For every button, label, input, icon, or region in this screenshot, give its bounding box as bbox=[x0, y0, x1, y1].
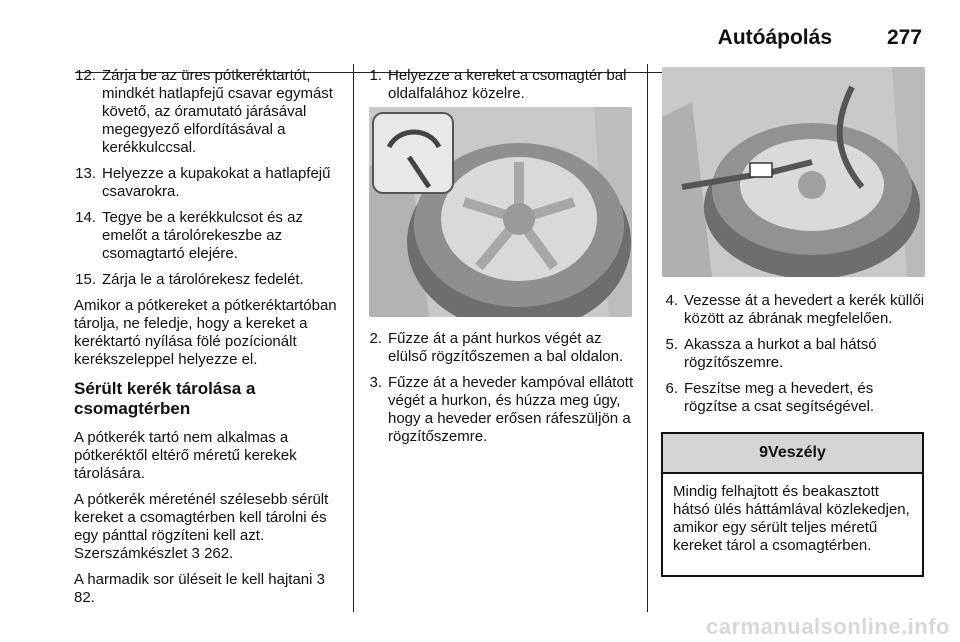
list-item: 2. Fűzze át a pánt hurkos végét az elülső rögzítőszemen a bal oldalon. bbox=[369, 330, 624, 365]
column-1 bbox=[74, 67, 340, 615]
subsection-heading: Sérült kerék tárolása a csomagtérben bbox=[74, 379, 256, 418]
page-ref[interactable]: 262. bbox=[204, 545, 234, 562]
list-item: 1. Helyezze a kereket a csomagtér bal oldalfalához közelre. bbox=[369, 67, 627, 102]
list-item: 14. Tegye be a kerékkulcsot és az emelőt a tárolórekeszbe az csomagtartó elejére. bbox=[75, 209, 303, 262]
column-divider-1 bbox=[353, 64, 354, 612]
paragraph: A pótkerék méreténél szélesebb sérült kereket a csomagtérben kell tárolni és egy pánttal rögzíteni kell azt. Szerszámkészlet 3 262. bbox=[74, 491, 329, 562]
paragraph: Amikor a pótkereket a pótkeréktartóban tárolja, ne feledje, hogy a kereket a keréktartó nyílása fölé pozícionált kerékszeleppel helyezze el. bbox=[74, 297, 337, 368]
spare-wheel-illustration-1 bbox=[369, 107, 632, 317]
spare-wheel-illustration-2 bbox=[662, 67, 925, 277]
list-item: 4. Vezesse át a hevedert a kerék küllői között az ábrának megfelelően. bbox=[665, 292, 925, 327]
danger-title: Veszély bbox=[768, 444, 826, 461]
column-3 bbox=[660, 292, 930, 424]
column-divider-2 bbox=[647, 64, 648, 612]
page-ref-arrow-icon: 3 bbox=[316, 571, 325, 588]
list-item: 3. Fűzze át a heveder kampóval ellátott végét a hurkon, és húzza meg úgy, hogy a heveder erősen ráfeszüljön a rögzítőszemre. bbox=[369, 374, 634, 445]
list-item: 5. Akassza a hurkot a bal hátsó rögzítőszemre. bbox=[665, 336, 877, 371]
page-ref[interactable]: 82. bbox=[74, 589, 95, 606]
watermark: carmanualsonline.info bbox=[706, 614, 950, 639]
paragraph: A harmadik sor üléseit le kell hajtani 3 82. bbox=[74, 571, 325, 606]
paragraph: A pótkerék tartó nem alkalmas a pótkeréktől eltérő méretű kerekek tárolására. bbox=[74, 429, 297, 482]
page-ref-arrow-icon: 3 bbox=[191, 545, 200, 562]
section-title: Autóápolás bbox=[717, 26, 832, 49]
column-2 bbox=[366, 67, 636, 111]
list-item: 6. Feszítse meg a hevedert, és rögzítse a csat segítségével. bbox=[665, 380, 875, 415]
danger-text: Mindig felhajtott és beakasztott hátsó ülés háttámlával közlekedjen, amikor egy sérült teljes méretű kereket tárol a csomagtérben. bbox=[673, 483, 910, 554]
danger-header bbox=[663, 434, 922, 474]
page-number: 277 bbox=[886, 26, 922, 49]
list-item: 13. Helyezze a kupakokat a hatlapfejű csavarokra. bbox=[75, 165, 331, 200]
page-header bbox=[0, 26, 960, 54]
column-2-lower bbox=[366, 330, 636, 454]
warning-triangle-icon: 9 bbox=[759, 444, 769, 461]
danger-box bbox=[661, 432, 924, 577]
list-item: 12. Zárja be az üres pótkeréktartót, mindkét hatlapfejű csavar egymást követő, az óramutató járásával megegyező elfordításával a kerékkulccsal. bbox=[75, 67, 333, 156]
list-item: 15. Zárja le a tárolórekesz fedelét. bbox=[75, 271, 304, 288]
